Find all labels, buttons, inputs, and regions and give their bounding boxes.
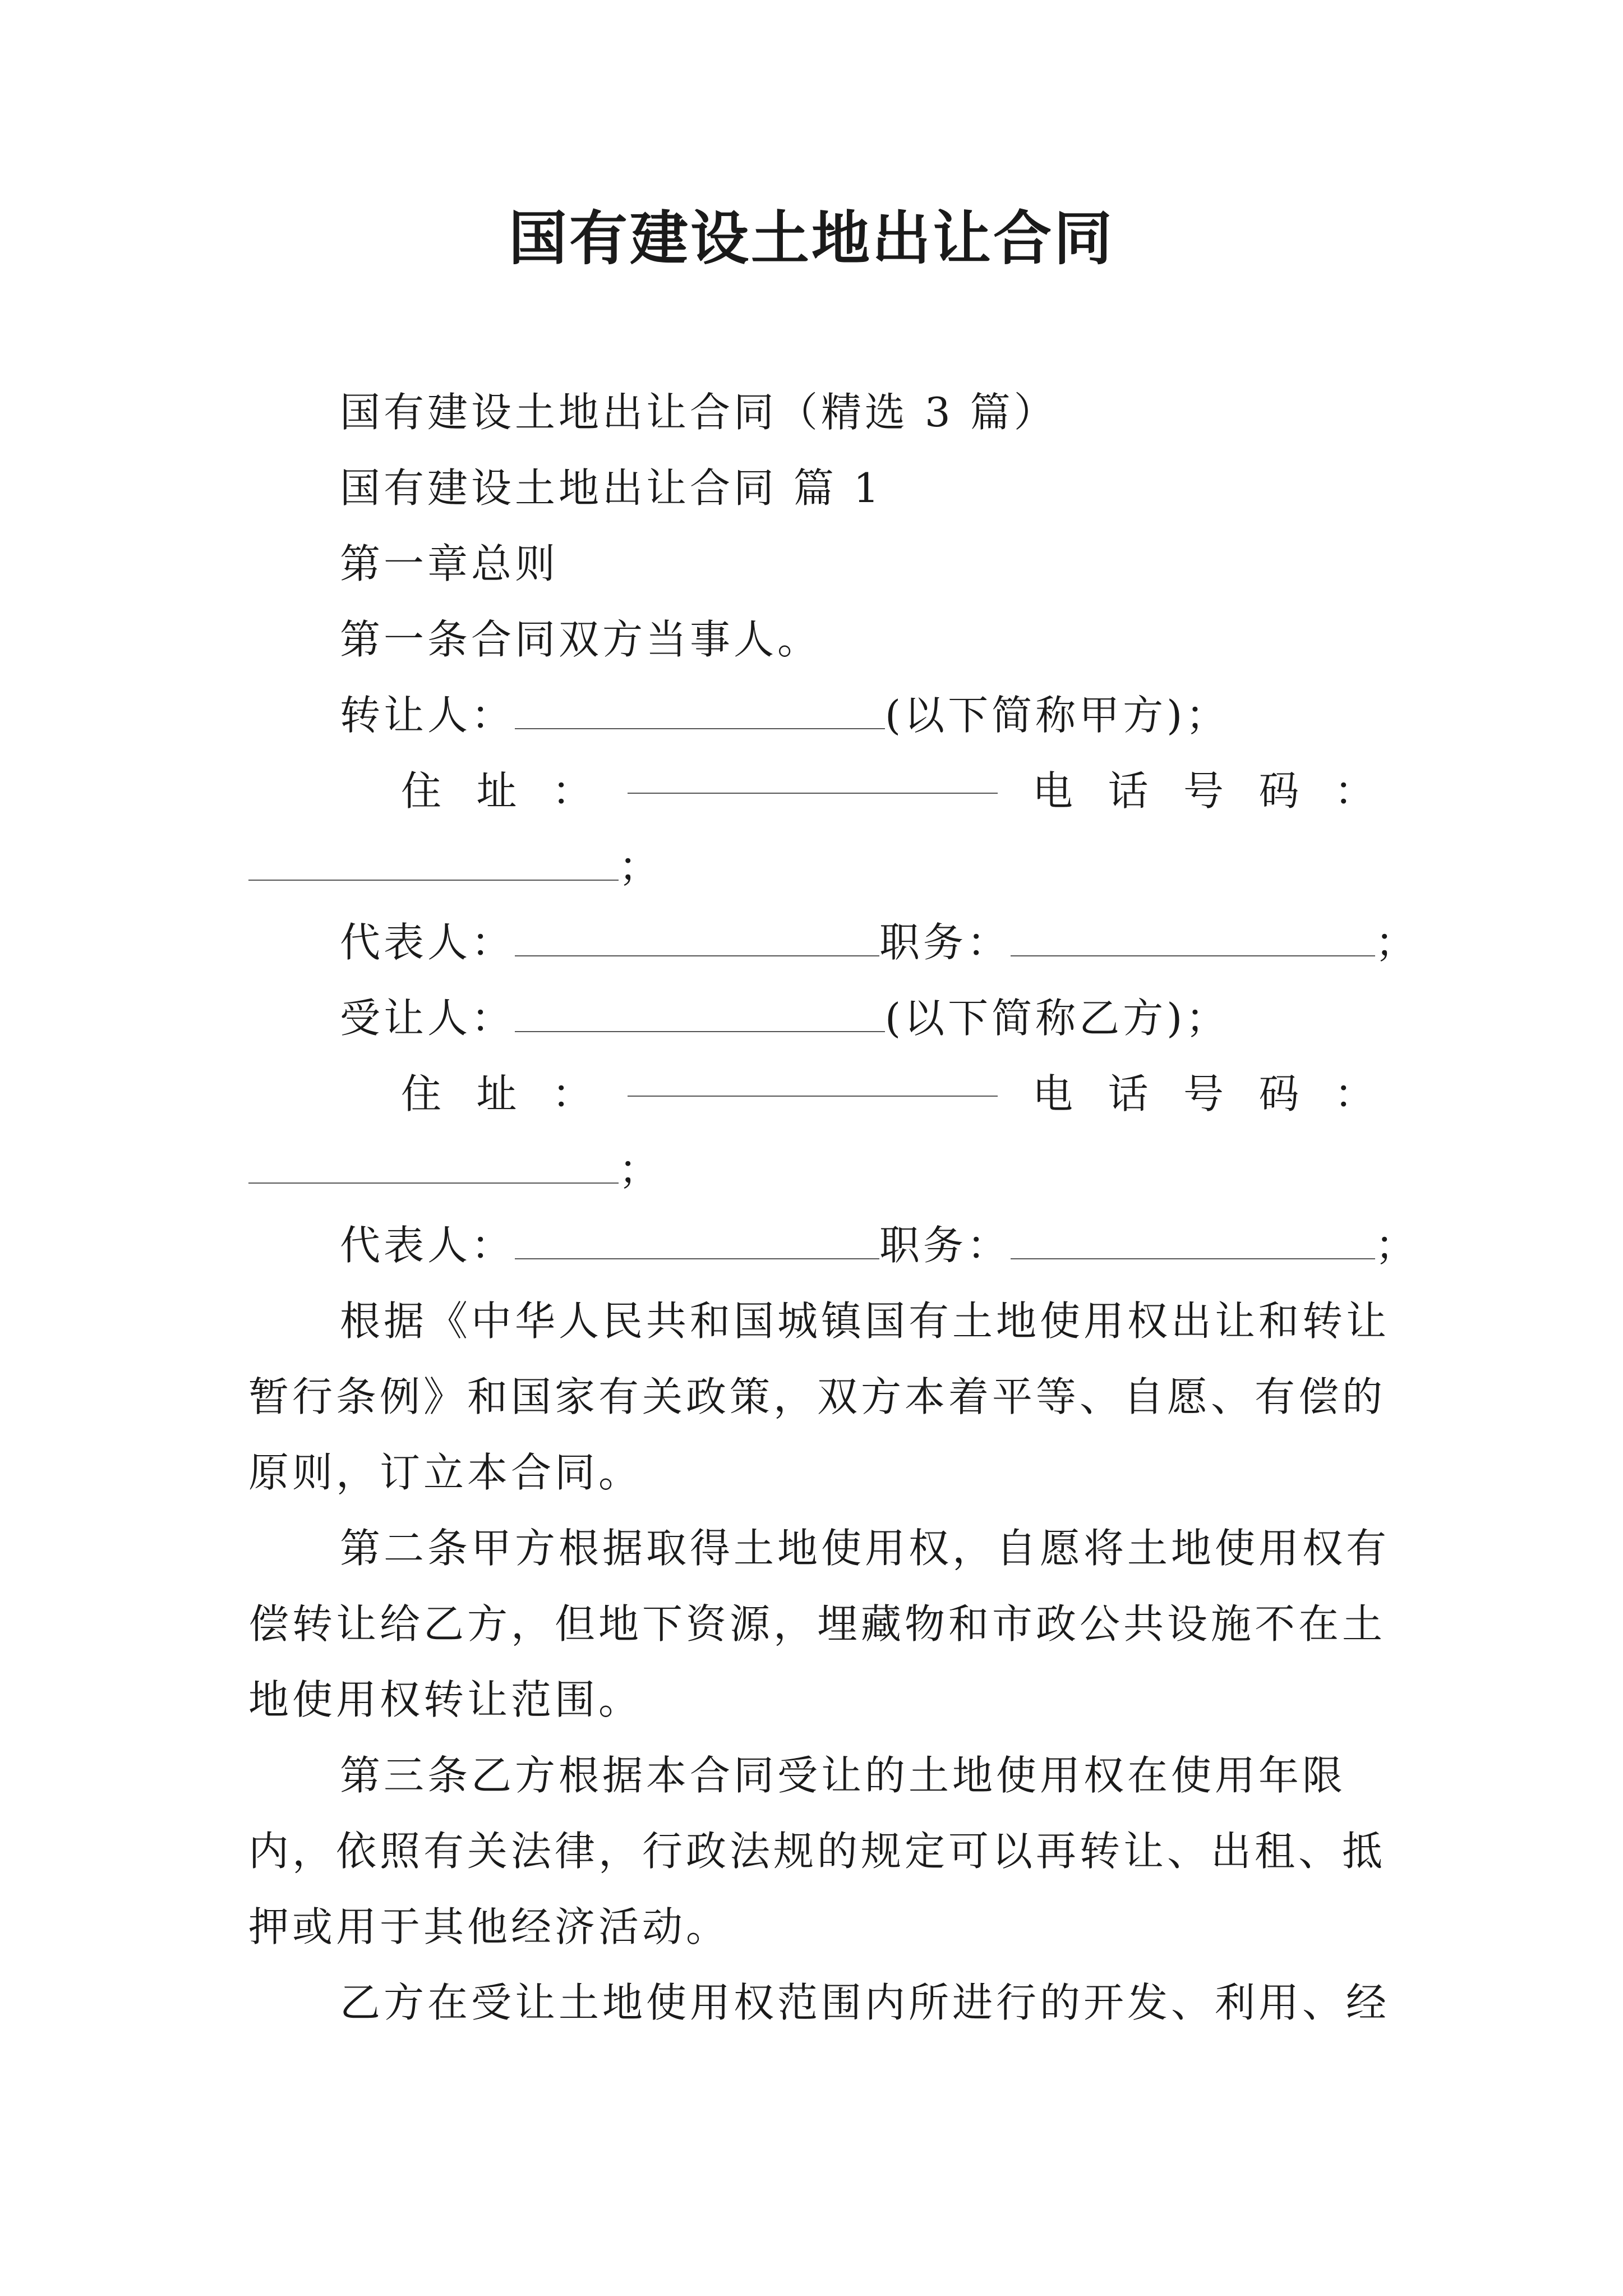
post-blank bbox=[1011, 923, 1375, 956]
transferor-suffix: (以下简称甲方)； bbox=[885, 692, 1230, 739]
phone-char: 话 bbox=[1108, 1070, 1149, 1117]
address-char: 住 bbox=[401, 1070, 442, 1117]
transferee-line bbox=[340, 987, 1375, 1049]
paragraph-line: 根据《中华人民共和国城镇国有土地使用权出让和转让 bbox=[340, 1297, 1390, 1345]
post-label: 职务： bbox=[879, 1222, 1011, 1269]
text-line: 国有建设土地出让合同（精选 3 篇） bbox=[340, 389, 1058, 436]
semicolon: ； bbox=[1375, 1222, 1419, 1269]
text-line: 国有建设土地出让合同 篇 1 bbox=[340, 464, 883, 512]
phone-continuation-line bbox=[248, 1139, 1375, 1200]
address-phone-line bbox=[401, 760, 1375, 822]
rep-blank bbox=[515, 923, 879, 956]
paragraph-line: 地使用权转让范围。 bbox=[248, 1676, 643, 1723]
paragraph-line: 偿转让给乙方，但地下资源，埋藏物和市政公共设施不在土 bbox=[248, 1600, 1386, 1648]
paragraph-line: 原则，订立本合同。 bbox=[248, 1449, 643, 1496]
post-label: 职务： bbox=[879, 919, 1011, 966]
paragraph-line: 第二条甲方根据取得土地使用权，自愿将土地使用权有 bbox=[340, 1525, 1390, 1572]
representative-line bbox=[340, 1214, 1419, 1276]
phone-char: 电 bbox=[1032, 1070, 1073, 1117]
address-char: 址 bbox=[476, 1070, 517, 1117]
phone-char: 号 bbox=[1183, 767, 1224, 815]
phone-char: 码 bbox=[1258, 1070, 1299, 1117]
phone-blank bbox=[248, 847, 619, 881]
transferee-label: 受让人： bbox=[340, 995, 515, 1042]
rep-label: 代表人： bbox=[340, 919, 515, 966]
address-char: 住 bbox=[401, 767, 442, 815]
address-char: 址 bbox=[476, 767, 517, 815]
paragraph-line: 押或用于其他经济活动。 bbox=[248, 1903, 730, 1950]
transferor-blank bbox=[515, 696, 885, 729]
address-blank bbox=[628, 760, 998, 794]
colon: ： bbox=[552, 767, 593, 815]
phone-char: 码 bbox=[1258, 767, 1299, 815]
post-blank bbox=[1011, 1226, 1375, 1259]
representative-line bbox=[340, 912, 1419, 973]
colon: ： bbox=[1334, 1070, 1375, 1117]
colon: ： bbox=[552, 1070, 593, 1117]
transferee-blank bbox=[515, 999, 885, 1032]
semicolon: ； bbox=[619, 843, 663, 890]
semicolon: ； bbox=[1375, 919, 1419, 966]
paragraph-line: 乙方在受让土地使用权范围内所进行的开发、利用、经 bbox=[340, 1979, 1390, 2026]
transferee-suffix: (以下简称乙方)； bbox=[885, 995, 1230, 1042]
phone-char: 号 bbox=[1183, 1070, 1224, 1117]
phone-char: 话 bbox=[1108, 767, 1149, 815]
phone-char: 电 bbox=[1032, 767, 1073, 815]
semicolon: ； bbox=[619, 1146, 663, 1193]
rep-label: 代表人： bbox=[340, 1222, 515, 1269]
transferor-line bbox=[340, 684, 1375, 746]
paragraph-line: 暂行条例》和国家有关政策，双方本着平等、自愿、有偿的 bbox=[248, 1373, 1386, 1420]
text-line: 第一条合同双方当事人。 bbox=[340, 616, 822, 663]
text-line: 第一章总则 bbox=[340, 540, 559, 587]
colon: ： bbox=[1334, 767, 1375, 815]
paragraph-line: 内，依照有关法律，行政法规的规定可以再转让、出租、抵 bbox=[248, 1828, 1386, 1875]
phone-continuation-line bbox=[248, 836, 1375, 898]
document-title: 国有建设土地出让合同 bbox=[508, 204, 1114, 273]
paragraph-line: 第三条乙方根据本合同受让的土地使用权在使用年限 bbox=[340, 1752, 1347, 1799]
rep-blank bbox=[515, 1226, 879, 1259]
transferor-label: 转让人： bbox=[340, 692, 515, 739]
address-phone-line bbox=[401, 1063, 1375, 1125]
phone-blank bbox=[248, 1150, 619, 1184]
address-blank bbox=[628, 1063, 998, 1097]
